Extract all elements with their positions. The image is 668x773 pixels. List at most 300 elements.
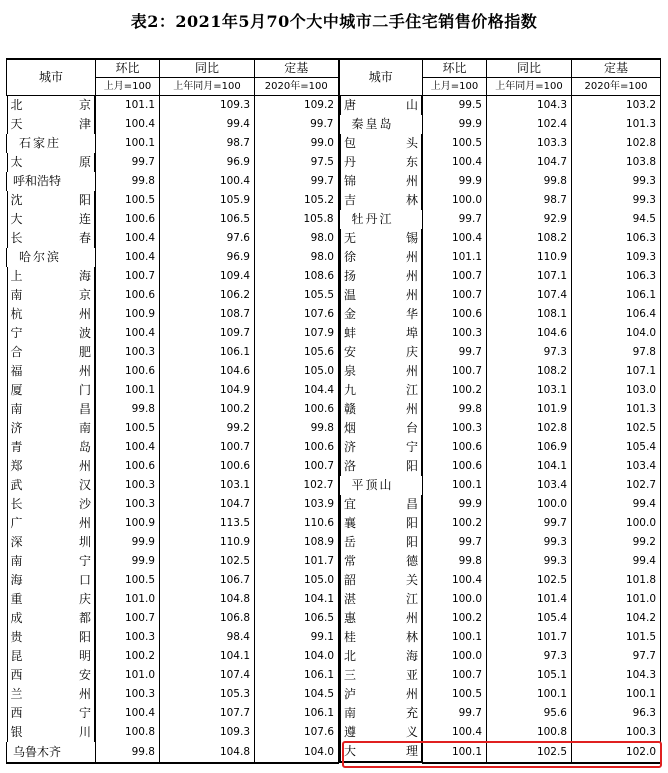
mom-cell-right: 100.1 [423,628,487,647]
city-cell-right [339,286,422,305]
city-cell-right [339,647,422,666]
fixed-cell-right: 109.3 [572,248,661,267]
fixed-cell-right: 104.3 [572,666,661,685]
yoy-cell-right: 99.7 [487,514,572,533]
table-row [7,476,661,495]
yoy-cell-left: 96.9 [160,248,255,267]
yoy-cell-left: 109.7 [160,324,255,343]
city-name: 青 岛 [10,440,91,454]
mom-cell-right: 100.0 [423,590,487,609]
city-name: 昆 明 [10,649,91,663]
mom-cell-right: 99.9 [423,495,487,514]
yoy-cell-right: 101.9 [487,400,572,419]
city-cell-left [7,267,96,286]
table-row [7,419,661,438]
yoy-cell-left: 100.2 [160,400,255,419]
mom-cell-right: 100.5 [423,134,487,153]
yoy-cell-right: 103.3 [487,134,572,153]
yoy-cell-right: 108.1 [487,305,572,324]
city-cell-left [7,533,96,552]
mom-cell-right: 100.7 [423,286,487,305]
yoy-cell-left: 106.7 [160,571,255,590]
mom-cell-left: 101.1 [96,96,160,116]
fixed-cell-left: 110.6 [255,514,339,533]
city-name: 蚌 埠 [344,326,418,340]
table-row [7,134,661,153]
city-name: 济 宁 [344,440,418,454]
table-row [7,210,661,229]
fixed-cell-right: 100.0 [572,514,661,533]
city-cell-left [7,286,96,305]
city-name: 哈尔滨 [19,250,62,264]
city-cell-left [7,115,96,134]
fixed-cell-right: 99.3 [572,172,661,191]
yoy-cell-left: 98.4 [160,628,255,647]
fixed-cell-left: 104.1 [255,590,339,609]
city-name: 乌鲁木齐 [13,744,62,759]
city-name: 惠 州 [344,611,418,625]
yoy-cell-left: 109.4 [160,267,255,286]
table-row [7,685,661,704]
mom-cell-right: 100.0 [423,647,487,666]
fixed-cell-right: 96.3 [572,704,661,723]
city-cell-left [7,571,96,590]
yoy-cell-right: 106.9 [487,438,572,457]
yoy-cell-left: 104.8 [160,742,255,763]
city-name: 厦 门 [10,383,91,397]
fixed-cell-left: 99.1 [255,628,339,647]
city-cell-left [7,305,96,324]
city-name: 杭 州 [10,307,91,321]
city-name: 兰 州 [10,687,91,701]
fixed-cell-left: 98.0 [255,248,339,267]
fixed-cell-right: 99.3 [572,191,661,210]
mom-cell-right: 100.2 [423,514,487,533]
city-cell-left [7,552,96,571]
city-name: 长 春 [10,231,91,245]
yoy-cell-right: 104.6 [487,324,572,343]
yoy-cell-left: 106.5 [160,210,255,229]
city-cell-left [7,210,96,229]
fixed-cell-right: 97.8 [572,343,661,362]
mom-cell-left: 100.3 [96,476,160,495]
mom-cell-left: 101.0 [96,590,160,609]
yoy-cell-left: 98.7 [160,134,255,153]
city-name: 贵 阳 [10,630,91,644]
city-cell-left [7,343,96,362]
city-name: 郑 州 [10,459,91,473]
city-name: 西 宁 [10,706,91,720]
city-cell-right [339,229,422,248]
table-row [7,286,661,305]
fixed-cell-right: 106.4 [572,305,661,324]
fixed-cell-left: 100.6 [255,438,339,457]
fixed-cell-left: 107.6 [255,723,339,742]
table-row [7,723,661,742]
city-name: 上 海 [10,269,91,283]
city-cell-left [7,704,96,723]
table-row [7,96,661,116]
fixed-cell-right: 103.8 [572,153,661,172]
header-mom-left: 环比 [96,59,160,78]
yoy-cell-right: 107.1 [487,267,572,286]
fixed-cell-left: 104.0 [255,742,339,763]
city-name: 桂 林 [344,630,418,644]
city-name: 秦皇岛 [351,117,394,131]
city-cell-right [339,571,422,590]
city-name: 无 锡 [344,231,418,245]
city-name: 岳 阳 [344,535,418,549]
city-cell-right [339,362,422,381]
fixed-cell-right: 97.7 [572,647,661,666]
table-row [7,533,661,552]
city-name: 天 津 [10,117,91,131]
city-name: 深 圳 [10,535,91,549]
fixed-cell-left: 100.6 [255,400,339,419]
table-row [7,324,661,343]
city-name: 三 亚 [344,668,418,682]
city-cell-right [339,609,422,628]
header-yoy-right: 同比 [487,59,572,78]
city-cell-left [7,609,96,628]
fixed-cell-left: 106.5 [255,609,339,628]
fixed-cell-right: 101.3 [572,400,661,419]
table-row [7,571,661,590]
header-yoy-base-left: 上年同月=100 [160,78,255,96]
city-name: 襄 阳 [344,516,418,530]
yoy-cell-right: 104.3 [487,96,572,116]
yoy-cell-right: 99.3 [487,533,572,552]
city-name: 锦 州 [344,174,418,188]
yoy-cell-right: 101.7 [487,628,572,647]
fixed-cell-right: 100.3 [572,723,661,742]
mom-cell-left: 100.1 [96,381,160,400]
table-row [7,115,661,134]
city-cell-right [339,533,422,552]
city-name: 南 昌 [10,402,91,416]
mom-cell-left: 100.4 [96,115,160,134]
mom-cell-left: 100.3 [96,685,160,704]
city-name: 扬 州 [344,269,418,283]
city-name: 石家庄 [19,136,62,150]
fixed-cell-right: 102.0 [572,742,661,763]
city-name: 金 华 [344,307,418,321]
fixed-cell-left: 108.6 [255,267,339,286]
city-name: 北 京 [10,98,91,112]
header-fixed-base-left: 2020年=100 [255,78,339,96]
city-name: 安 庆 [344,345,418,359]
yoy-cell-right: 97.3 [487,647,572,666]
header-fixed-base-right: 2020年=100 [572,78,661,96]
city-name: 赣 州 [344,402,418,416]
city-name: 平顶山 [351,478,394,492]
mom-cell-right: 100.4 [423,229,487,248]
fixed-cell-right: 106.3 [572,229,661,248]
table-row [7,381,661,400]
mom-cell-left: 100.4 [96,229,160,248]
mom-cell-left: 100.8 [96,723,160,742]
table-row [7,172,661,191]
fixed-cell-right: 104.2 [572,609,661,628]
city-cell-left [7,476,96,495]
mom-cell-left: 100.6 [96,210,160,229]
yoy-cell-right: 103.1 [487,381,572,400]
city-cell-right [339,514,422,533]
yoy-cell-left: 106.8 [160,609,255,628]
mom-cell-right: 99.7 [423,533,487,552]
mom-cell-left: 100.7 [96,609,160,628]
city-cell-right [339,628,422,647]
fixed-cell-left: 97.5 [255,153,339,172]
mom-cell-left: 100.6 [96,286,160,305]
yoy-cell-right: 104.1 [487,457,572,476]
yoy-cell-right: 99.3 [487,552,572,571]
mom-cell-left: 100.6 [96,362,160,381]
city-name: 大 理 [344,744,418,758]
city-name: 海 口 [10,573,91,587]
mom-cell-left: 100.9 [96,514,160,533]
city-name: 武 汉 [10,478,91,492]
mom-cell-right: 99.5 [423,96,487,116]
yoy-cell-right: 97.3 [487,343,572,362]
fixed-cell-left: 106.1 [255,704,339,723]
yoy-cell-left: 107.7 [160,704,255,723]
fixed-cell-left: 103.9 [255,495,339,514]
city-name: 常 德 [344,554,418,568]
mom-cell-right: 100.5 [423,685,487,704]
fixed-cell-left: 105.5 [255,286,339,305]
mom-cell-right: 100.3 [423,324,487,343]
fixed-cell-right: 103.2 [572,96,661,116]
table-row [7,400,661,419]
city-cell-right [339,495,422,514]
header-yoy-base-right: 上年同月=100 [487,78,572,96]
fixed-cell-left: 99.7 [255,115,339,134]
table-row [7,305,661,324]
fixed-cell-left: 105.0 [255,571,339,590]
fixed-cell-right: 103.0 [572,381,661,400]
table-row [7,552,661,571]
city-cell-right [339,400,422,419]
fixed-cell-left: 104.4 [255,381,339,400]
fixed-cell-left: 99.8 [255,419,339,438]
fixed-cell-right: 99.2 [572,533,661,552]
mom-cell-right: 99.8 [423,400,487,419]
header-mom-base-right: 上月=100 [423,78,487,96]
yoy-cell-right: 107.4 [487,286,572,305]
mom-cell-left: 99.9 [96,533,160,552]
mom-cell-left: 99.7 [96,153,160,172]
fixed-cell-right: 107.1 [572,362,661,381]
fixed-cell-right: 102.8 [572,134,661,153]
header-fixed-right: 定基 [572,59,661,78]
yoy-cell-left: 107.4 [160,666,255,685]
city-name: 遵 义 [344,725,418,739]
city-cell-left [7,153,96,172]
fixed-cell-right: 99.4 [572,495,661,514]
yoy-cell-left: 108.7 [160,305,255,324]
yoy-cell-left: 100.7 [160,438,255,457]
city-name: 湛 江 [344,592,418,606]
header-mom-base-left: 上月=100 [96,78,160,96]
yoy-cell-left: 105.3 [160,685,255,704]
yoy-cell-right: 103.4 [487,476,572,495]
mom-cell-left: 100.4 [96,248,160,267]
city-name: 重 庆 [10,592,91,606]
table-row [7,609,661,628]
mom-cell-right: 100.4 [423,571,487,590]
city-cell-right [339,115,423,134]
city-cell-right [339,134,422,153]
mom-cell-left: 100.3 [96,343,160,362]
city-cell-right [339,666,422,685]
city-name: 太 原 [10,155,91,169]
mom-cell-right: 100.4 [423,153,487,172]
city-cell-left [7,514,96,533]
mom-cell-left: 99.8 [96,400,160,419]
mom-cell-right: 99.9 [423,172,487,191]
city-cell-right [339,324,422,343]
city-cell-left [7,400,96,419]
city-cell-right [339,305,422,324]
city-cell-right [339,723,422,742]
fixed-cell-left: 107.6 [255,305,339,324]
city-cell-right [339,438,422,457]
city-name: 宁 波 [10,326,91,340]
fixed-cell-right: 101.5 [572,628,661,647]
city-cell-right [339,476,423,495]
city-name: 北 海 [344,649,418,663]
yoy-cell-left: 110.9 [160,533,255,552]
yoy-cell-left: 104.1 [160,647,255,666]
table-row [7,590,661,609]
city-cell-left [7,590,96,609]
mom-cell-right: 100.7 [423,666,487,685]
mom-cell-left: 100.1 [96,134,160,153]
city-cell-left [7,457,96,476]
city-name: 吉 林 [344,193,418,207]
mom-cell-right: 100.6 [423,457,487,476]
fixed-cell-right: 102.7 [572,476,661,495]
city-cell-left [7,723,96,742]
yoy-cell-left: 102.5 [160,552,255,571]
yoy-cell-right: 101.4 [487,590,572,609]
mom-cell-right: 100.6 [423,438,487,457]
mom-cell-left: 99.8 [96,742,160,763]
table-row [7,343,661,362]
city-cell-left [7,229,96,248]
price-index-table [6,58,661,764]
mom-cell-left: 100.7 [96,267,160,286]
mom-cell-right: 100.0 [423,191,487,210]
city-name: 徐 州 [344,250,418,264]
yoy-cell-left: 104.6 [160,362,255,381]
yoy-cell-right: 100.0 [487,495,572,514]
table-row [7,191,661,210]
header-fixed-left: 定基 [255,59,339,78]
city-name: 大 连 [10,212,91,226]
table-row [7,704,661,723]
header-city-left: 城市 [7,59,96,96]
fixed-cell-left: 107.9 [255,324,339,343]
city-cell-left [7,495,96,514]
yoy-cell-right: 100.8 [487,723,572,742]
city-name: 烟 台 [344,421,418,435]
city-name: 唐 山 [344,98,418,112]
city-name: 南 京 [10,288,91,302]
city-name: 丹 东 [344,155,418,169]
yoy-cell-right: 92.9 [487,210,572,229]
header-mom-right: 环比 [423,59,487,78]
city-name: 成 都 [10,611,91,625]
fixed-cell-right: 104.0 [572,324,661,343]
mom-cell-left: 100.6 [96,457,160,476]
yoy-cell-left: 104.9 [160,381,255,400]
yoy-cell-right: 105.1 [487,666,572,685]
mom-cell-right: 100.7 [423,362,487,381]
mom-cell-right: 100.2 [423,381,487,400]
city-name: 牡丹江 [351,212,394,226]
fixed-cell-right: 102.5 [572,419,661,438]
yoy-cell-right: 98.7 [487,191,572,210]
yoy-cell-left: 100.6 [160,457,255,476]
yoy-cell-left: 109.3 [160,96,255,116]
header-city-right: 城市 [339,59,423,96]
header-yoy-left: 同比 [160,59,255,78]
yoy-cell-left: 105.9 [160,191,255,210]
city-name: 合 肥 [10,345,91,359]
mom-cell-left: 101.0 [96,666,160,685]
table-body [7,96,661,764]
city-cell-right [339,191,422,210]
city-name: 长 沙 [10,497,91,511]
mom-cell-left: 100.5 [96,571,160,590]
mom-cell-left: 100.9 [96,305,160,324]
city-cell-right [339,457,422,476]
mom-cell-right: 100.6 [423,305,487,324]
table-row [7,153,661,172]
table-row [7,647,661,666]
city-name: 南 宁 [10,554,91,568]
yoy-cell-right: 104.7 [487,153,572,172]
mom-cell-right: 100.2 [423,609,487,628]
mom-cell-right: 99.9 [423,115,487,134]
city-cell-left [7,191,96,210]
yoy-cell-left: 100.4 [160,172,255,191]
yoy-cell-right: 102.4 [487,115,572,134]
fixed-cell-left: 105.8 [255,210,339,229]
fixed-cell-left: 106.1 [255,666,339,685]
mom-cell-left: 99.8 [96,172,160,191]
table-row [7,248,661,267]
mom-cell-right: 100.7 [423,267,487,286]
yoy-cell-right: 108.2 [487,229,572,248]
fixed-cell-left: 100.7 [255,457,339,476]
city-cell-right [339,153,422,172]
fixed-cell-left: 108.9 [255,533,339,552]
mom-cell-left: 100.4 [96,438,160,457]
city-cell-right [339,96,422,115]
city-cell-left [7,647,96,666]
fixed-cell-right: 106.3 [572,267,661,286]
city-name: 呼和浩特 [13,174,62,188]
city-name: 温 州 [344,288,418,302]
city-name: 韶 关 [344,573,418,587]
yoy-cell-left: 106.2 [160,286,255,305]
mom-cell-left: 99.9 [96,552,160,571]
yoy-cell-right: 110.9 [487,248,572,267]
table-row [7,514,661,533]
